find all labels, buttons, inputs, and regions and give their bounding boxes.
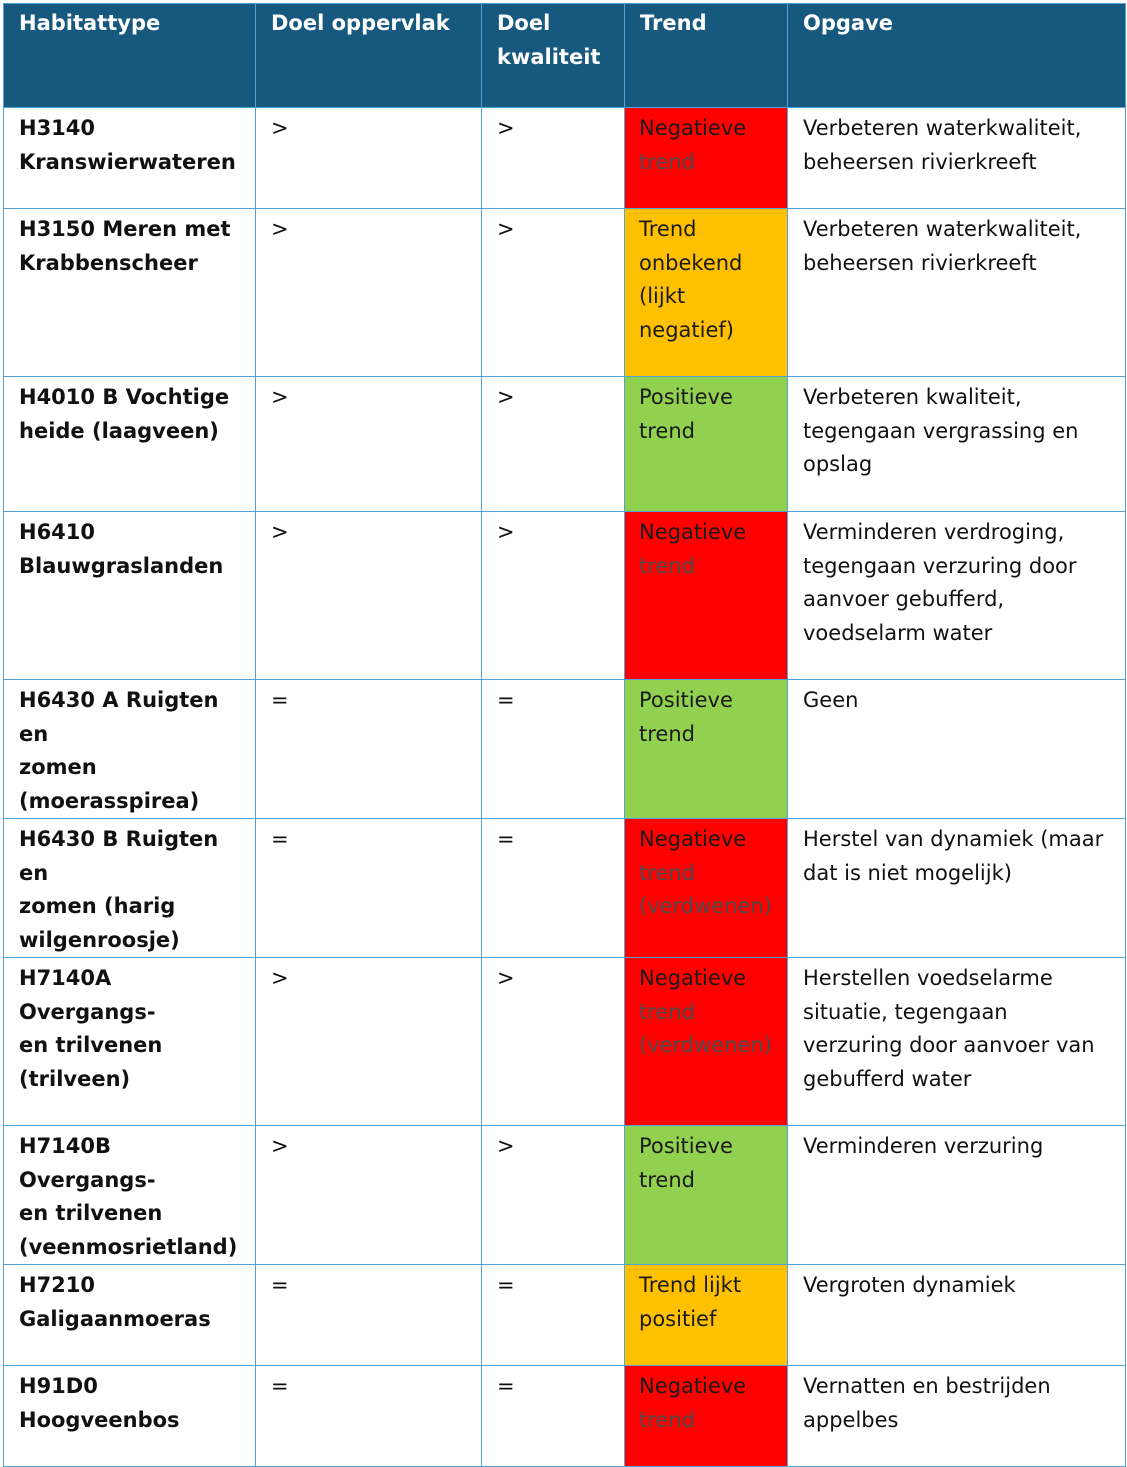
task-cell xyxy=(788,377,1126,512)
task-cell-line: Geen xyxy=(803,688,859,712)
task-cell-line: Verbeteren kwaliteit, xyxy=(803,385,1022,409)
habitat-cell-line: (moerasspirea) xyxy=(19,788,200,813)
habitat-cell xyxy=(4,1265,256,1366)
task-cell-line: Verbeteren waterkwaliteit, xyxy=(803,217,1082,241)
task-cell xyxy=(788,108,1126,209)
task-cell xyxy=(788,1265,1126,1366)
quality-goal-cell: > xyxy=(482,1126,625,1265)
habitat-cell xyxy=(4,1366,256,1467)
task-cell-line: opslag xyxy=(803,452,873,476)
table-row xyxy=(4,209,1126,377)
area-goal-cell: > xyxy=(256,209,482,377)
trend-cell-line: Negatieve xyxy=(639,966,747,990)
habitat-cell-line: H7210 xyxy=(19,1273,96,1297)
area-goal-cell: = xyxy=(256,1366,482,1467)
table-row xyxy=(4,1265,1126,1366)
area-goal-cell: = xyxy=(256,819,482,958)
trend-cell xyxy=(625,512,788,680)
header-row xyxy=(4,4,1126,108)
quality-goal-cell: > xyxy=(482,512,625,680)
trend-cell-line: Trend xyxy=(639,217,697,241)
trend-cell-line: Negatieve xyxy=(639,116,747,140)
table-row xyxy=(4,958,1126,1126)
habitat-cell-line: Blauwgraslanden xyxy=(19,553,224,578)
trend-cell-line: trend xyxy=(639,553,695,578)
habitat-cell-line: (trilveen) xyxy=(19,1066,131,1091)
habitat-cell-line: H6430 B Ruigten en xyxy=(19,827,219,885)
task-cell xyxy=(788,512,1126,680)
task-cell-line: beheersen rivierkreeft xyxy=(803,149,1037,174)
trend-cell-line: (lijkt xyxy=(639,284,686,308)
trend-cell-line: Trend lijkt xyxy=(639,1273,742,1297)
quality-goal-cell: = xyxy=(482,1366,625,1467)
table-row xyxy=(4,819,1126,958)
task-cell xyxy=(788,819,1126,958)
task-cell xyxy=(788,209,1126,377)
habitat-cell-line: Kranswierwateren xyxy=(19,149,236,174)
habitat-cell-line: H7140B Overgangs- xyxy=(19,1134,156,1192)
habitat-cell xyxy=(4,1126,256,1265)
trend-cell-line: Negatieve xyxy=(639,827,747,851)
quality-goal-cell: > xyxy=(482,958,625,1126)
habitat-cell-line: H3150 Meren met xyxy=(19,217,231,241)
habitat-cell xyxy=(4,209,256,377)
table-row xyxy=(4,108,1126,209)
task-cell-line: Vernatten en bestrijden xyxy=(803,1374,1051,1398)
trend-cell-line: Positieve xyxy=(639,1134,733,1158)
area-goal-cell: > xyxy=(256,958,482,1126)
trend-cell-line: onbekend xyxy=(639,250,743,275)
trend-cell-line: trend xyxy=(639,149,695,174)
trend-cell-line: negatief) xyxy=(639,317,735,342)
task-cell-line: situatie, tegengaan xyxy=(803,999,1008,1024)
habitat-cell-line: H6410 xyxy=(19,520,96,544)
header-trend: Trend xyxy=(625,4,788,108)
habitat-cell-line: Krabbenscheer xyxy=(19,250,198,275)
habitat-cell xyxy=(4,819,256,958)
header-area: Doel oppervlak xyxy=(256,4,482,108)
task-cell-line: Verminderen verzuring xyxy=(803,1134,1044,1158)
quality-goal-cell: > xyxy=(482,209,625,377)
task-cell-line: tegengaan vergrassing en xyxy=(803,418,1079,443)
task-cell xyxy=(788,1126,1126,1265)
habitat-cell xyxy=(4,377,256,512)
habitat-cell-line: en trilvenen xyxy=(19,1201,163,1225)
area-goal-cell: = xyxy=(256,1265,482,1366)
trend-cell-line: (verdwenen) xyxy=(639,894,772,918)
task-cell-line: Herstel van dynamiek (maar xyxy=(803,827,1104,851)
table-row xyxy=(4,377,1126,512)
task-cell-line: voedselarm water xyxy=(803,620,993,645)
quality-goal-cell: > xyxy=(482,377,625,512)
table-row xyxy=(4,680,1126,819)
area-goal-cell: > xyxy=(256,1126,482,1265)
habitat-cell xyxy=(4,680,256,819)
trend-cell xyxy=(625,1366,788,1467)
quality-goal-cell: > xyxy=(482,108,625,209)
trend-cell xyxy=(625,209,788,377)
table-row xyxy=(4,1366,1126,1467)
header-quality xyxy=(482,4,625,108)
habitat-cell-line: zomen (harig xyxy=(19,894,176,918)
trend-cell xyxy=(625,1126,788,1265)
header-quality-line2: kwaliteit xyxy=(497,44,601,69)
habitat-table xyxy=(3,3,1126,1467)
task-cell xyxy=(788,680,1126,819)
habitat-cell-line: wilgenroosje) xyxy=(19,927,180,952)
table-row xyxy=(4,1126,1126,1265)
trend-cell-line: Positieve xyxy=(639,385,733,409)
trend-cell-line: Negatieve xyxy=(639,520,747,544)
habitat-cell-line: zomen xyxy=(19,755,97,779)
task-cell-line: Herstellen voedselarme xyxy=(803,966,1053,990)
table-row xyxy=(4,512,1126,680)
task-cell xyxy=(788,958,1126,1126)
table-header xyxy=(4,4,1126,108)
trend-cell xyxy=(625,819,788,958)
trend-cell-line: trend xyxy=(639,1407,695,1432)
trend-cell-line: positief xyxy=(639,1306,717,1331)
task-cell-line: Verminderen verdroging, xyxy=(803,520,1065,544)
trend-cell-line: trend xyxy=(639,721,695,746)
habitat-cell-line: heide (laagveen) xyxy=(19,418,219,443)
habitat-cell xyxy=(4,958,256,1126)
task-cell-line: Vergroten dynamiek xyxy=(803,1273,1016,1297)
habitat-cell-line: H6430 A Ruigten en xyxy=(19,688,219,746)
habitat-cell-line: H7140A Overgangs- xyxy=(19,966,156,1024)
trend-cell xyxy=(625,1265,788,1366)
habitat-cell-line: Hoogveenbos xyxy=(19,1407,180,1432)
trend-cell xyxy=(625,108,788,209)
habitat-cell-line: en trilvenen xyxy=(19,1033,163,1057)
header-habitat: Habitattype xyxy=(4,4,256,108)
trend-cell-line: Positieve xyxy=(639,688,733,712)
trend-cell-line: (verdwenen) xyxy=(639,1033,772,1057)
task-cell-line: aanvoer gebufferd, xyxy=(803,587,1005,611)
task-cell-line: gebufferd water xyxy=(803,1066,972,1091)
trend-cell xyxy=(625,680,788,819)
trend-cell-line: Negatieve xyxy=(639,1374,747,1398)
habitat-cell xyxy=(4,108,256,209)
task-cell-line: appelbes xyxy=(803,1407,899,1432)
area-goal-cell: = xyxy=(256,680,482,819)
trend-cell-line: trend xyxy=(639,1167,695,1192)
area-goal-cell: > xyxy=(256,377,482,512)
habitat-cell xyxy=(4,512,256,680)
habitat-cell-line: H3140 xyxy=(19,116,96,140)
trend-cell-line: trend xyxy=(639,860,695,885)
quality-goal-cell: = xyxy=(482,680,625,819)
task-cell xyxy=(788,1366,1126,1467)
quality-goal-cell: = xyxy=(482,819,625,958)
trend-cell-line: trend xyxy=(639,999,695,1024)
habitat-cell-line: Galigaanmoeras xyxy=(19,1306,211,1331)
task-cell-line: tegengaan verzuring door xyxy=(803,553,1077,578)
habitat-cell-line: H91D0 xyxy=(19,1374,98,1398)
trend-cell-line: trend xyxy=(639,418,695,443)
quality-goal-cell: = xyxy=(482,1265,625,1366)
task-cell-line: dat is niet mogelijk) xyxy=(803,860,1012,885)
task-cell-line: Verbeteren waterkwaliteit, xyxy=(803,116,1082,140)
habitat-cell-line: (veenmosrietland) xyxy=(19,1234,238,1259)
area-goal-cell: > xyxy=(256,108,482,209)
area-goal-cell: > xyxy=(256,512,482,680)
header-quality-line1: Doel xyxy=(497,11,551,35)
trend-cell xyxy=(625,377,788,512)
task-cell-line: verzuring door aanvoer van xyxy=(803,1033,1095,1057)
table-body xyxy=(4,108,1126,1467)
habitat-cell-line: H4010 B Vochtige xyxy=(19,385,230,409)
trend-cell xyxy=(625,958,788,1126)
header-task: Opgave xyxy=(788,4,1126,108)
task-cell-line: beheersen rivierkreeft xyxy=(803,250,1037,275)
